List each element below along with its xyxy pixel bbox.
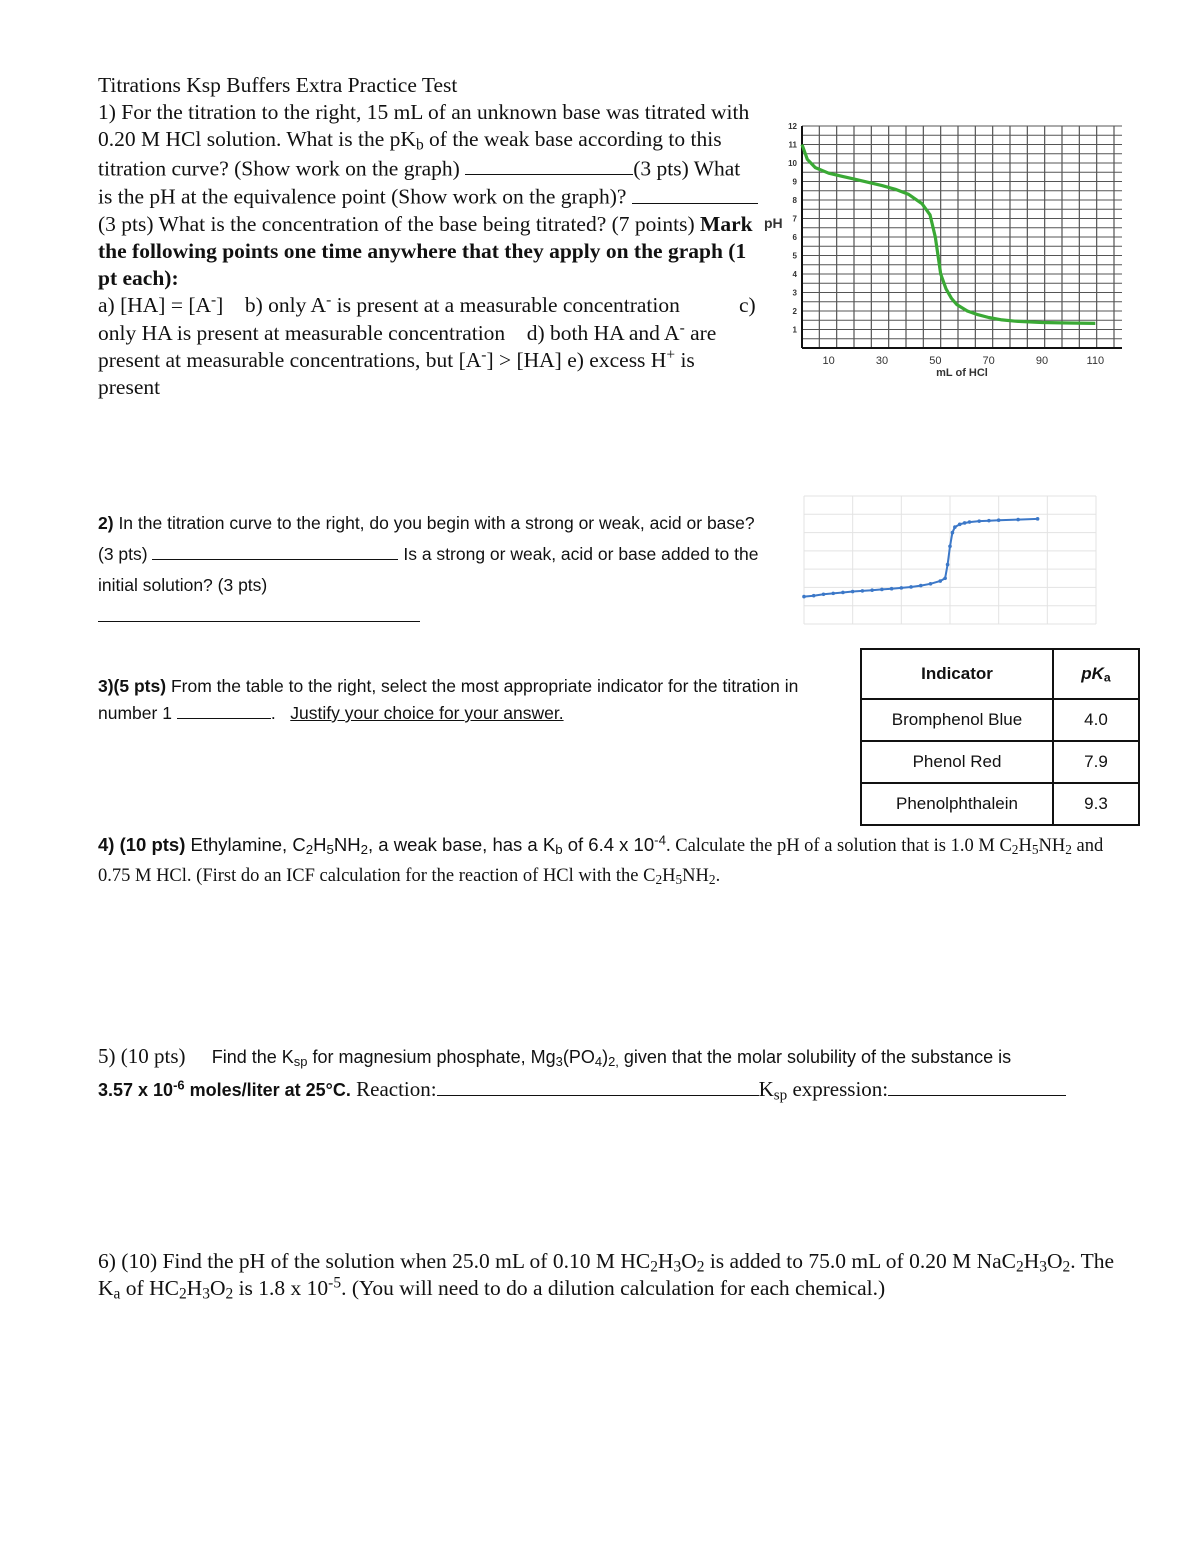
- q2-text-b: Is a strong or weak, acid or base added to the initial solution? (3 pts): [98, 544, 759, 595]
- data-point: [919, 584, 923, 588]
- q3-text-b: Justify your choice for your answer.: [290, 703, 564, 723]
- x-axis-label: mL of HCl: [936, 367, 988, 379]
- data-point: [938, 579, 942, 583]
- q1-answer-blank-1[interactable]: [465, 154, 633, 175]
- y-tick-label: 2: [792, 307, 797, 316]
- q1-bold-instruction: Mark the following points one time anywhere that they apply on the graph (1 pt each):: [98, 211, 753, 291]
- data-point: [851, 590, 855, 594]
- data-point: [977, 519, 981, 523]
- y-tick-label: 1: [792, 325, 797, 335]
- y-tick-label: 8: [792, 196, 797, 205]
- data-point: [1036, 517, 1040, 521]
- x-tick-label: 10: [822, 355, 835, 367]
- indicator-name: Phenolphthalein: [861, 783, 1053, 825]
- indicator-name: Phenol Red: [861, 741, 1053, 783]
- q5-label: 5) (10 pts): [98, 1044, 186, 1068]
- header-indicator: Indicator: [861, 649, 1053, 699]
- data-point: [963, 521, 967, 525]
- titration-chart-1: [760, 118, 1130, 388]
- data-point: [861, 589, 865, 593]
- q2-label: 2): [98, 513, 114, 533]
- y-tick-label: 9: [792, 177, 797, 187]
- q1-text-b: of the weak base according to this titration curve? (Show work on the graph): [98, 127, 722, 181]
- data-point: [802, 595, 806, 599]
- q5-reaction-label: Reaction:: [356, 1077, 437, 1101]
- indicator-pka: 4.0: [1053, 699, 1139, 741]
- q1-text-d: (3 pts) What is the concentration of the base being titrated? (7 points): [98, 211, 695, 236]
- data-point: [870, 588, 874, 592]
- q1-text-a: 1) For the titration to the right, 15 mL of an unknown base was titrated with 0.20 M HCl solution. What is the pK: [98, 100, 750, 152]
- q5-ksp-label: $K_{sp}$ expression:: [758, 1077, 889, 1104]
- q5-ksp-blank[interactable]: [888, 1075, 1066, 1096]
- q3-text-a: From the table to the right, select the most appropriate indicator for the titration in number 1: [98, 676, 799, 723]
- data-point: [1016, 518, 1020, 522]
- q1-option-c: c) only HA is present at measurable concentration: [98, 293, 756, 345]
- indicator-pka: 7.9: [1053, 741, 1139, 783]
- y-tick-label: 11: [788, 140, 797, 150]
- question-5: [98, 1040, 1138, 1106]
- q1-option-d: d) both HA and A- are present at measurable concentrations, but [A-] > [HA]: [98, 318, 717, 372]
- question-3: 3)(5 pts) From the table to the right, select the most appropriate indicator for the titration in number 1 . Justify your choice for your answer.: [98, 676, 799, 723]
- question-1: Titrations Ksp Buffers Extra Practice Test 1) For the titration to the right, 15 mL of an unknown base was titrated with 0.20 M HCl solution. What is the $pK_b$ of the weak base according to this titration curve? (Show work on the graph) (3 pts) What is the pH at the equivalence point (Show work on the graph)? (3 pts) What is the concentration of the base being titrated? (7 points) Mark the following points one time anywhere that they apply on the graph (1 pt each): a) [HA] = [A-] b) only A- is present at a measurable concentration c) only HA is present at measurable concentration d) both HA and A- are present at measurable concentrations, but [A-] > [HA] e) excess H+ is present: [98, 72, 758, 401]
- q1-option-a: a) [HA] = [A-]: [98, 291, 224, 318]
- x-tick-label: 90: [1035, 355, 1049, 367]
- data-point: [880, 588, 884, 592]
- data-point: [812, 594, 816, 598]
- x-tick-label: 70: [982, 355, 995, 367]
- q5-reaction-blank[interactable]: [437, 1075, 759, 1096]
- y-tick-label: 12: [788, 122, 797, 131]
- q6-text: 6) (10) Find the pH of the solution when 25.0 mL of 0.10 M $HC_2H_3O_2$ is added to 75.0 mL of 0.20 M $NaC_2H_3O_2$. The $K_a$ of $HC_2H_3O_2$ is 1.8 x $10^{-5}$. (You will need to do a dilution calculation for each chemical.): [98, 1249, 1115, 1303]
- q5-solubility: 3.57 x $10^{-6}$ moles/liter at 25°C.: [98, 1077, 351, 1100]
- data-point: [951, 531, 955, 535]
- table-row: [861, 741, 1139, 783]
- data-point: [822, 592, 826, 596]
- data-point: [948, 544, 952, 548]
- q1-option-b: b) only A- is present at a measurable concentration: [244, 291, 680, 318]
- q1-text-c: (3 pts) What is the pH at the equivalence point (Show work on the graph)?: [98, 156, 741, 209]
- table-row: [861, 783, 1139, 825]
- data-point: [890, 587, 894, 591]
- q2-answer-blank-1[interactable]: [152, 542, 398, 560]
- question-4: 4) (10 pts) Ethylamine, $C_2H_5NH_2$, a weak base, has a $K_b$ of 6.4 x $10^{-4}$. Calculate the pH of a solution that is 1.0 M $C_2H_5NH_2$ and 0.75 M HCl. (First do an ICF calculation for the reaction of HCl with the $C_2H_5NH_2$.: [98, 832, 1104, 887]
- titration-chart-2: [780, 488, 1110, 638]
- y-tick-label: 5: [792, 251, 797, 261]
- q1-option-e: e) excess H+ is present: [98, 346, 695, 400]
- x-tick-label: 50: [929, 355, 942, 367]
- y-tick-label: 6: [792, 233, 797, 242]
- y-tick-label: 3: [792, 288, 797, 298]
- table-header-row: [861, 649, 1139, 699]
- data-point: [987, 519, 991, 523]
- data-point: [909, 585, 913, 589]
- data-point: [958, 523, 962, 527]
- q4-text: . Calculate the pH of a solution that is 1.0 M C: [665, 836, 1012, 856]
- data-point: [841, 591, 845, 595]
- y-axis-label: pH: [764, 214, 783, 231]
- page-title: Titrations Ksp Buffers Extra Practice Test: [98, 73, 458, 97]
- y-tick-label: 4: [792, 270, 797, 279]
- y-tick-label: 10: [788, 159, 797, 168]
- question-2: [98, 508, 768, 632]
- q3-answer-blank[interactable]: [177, 701, 271, 719]
- question-6: [98, 1248, 1138, 1302]
- q4-label: 4) (10 pts): [98, 834, 186, 855]
- table-row: [861, 699, 1139, 741]
- indicator-name: Bromphenol Blue: [861, 699, 1053, 741]
- indicator-pka: 9.3: [1053, 783, 1139, 825]
- q5-text: Find the $K_{sp}$ for magnesium phosphate, $Mg_3(PO_4)_{2,}$ given that the molar solubility of the substance is: [211, 1047, 1012, 1069]
- titration-curve-line: [802, 145, 1095, 324]
- x-tick-label: 30: [875, 355, 889, 367]
- data-point: [929, 582, 933, 586]
- x-tick-label: 110: [1086, 355, 1105, 367]
- data-point: [900, 586, 904, 590]
- data-point: [943, 576, 947, 580]
- data-point: [997, 518, 1001, 522]
- header-pka: $pK_a$: [1053, 649, 1139, 699]
- data-point: [953, 525, 957, 529]
- q1-answer-blank-2[interactable]: [632, 182, 758, 203]
- data-point: [831, 592, 835, 596]
- data-point: [968, 520, 972, 524]
- q2-answer-blank-2[interactable]: [98, 604, 420, 622]
- indicator-table: [860, 648, 1140, 826]
- y-tick-label: 7: [792, 214, 797, 224]
- data-point: [946, 563, 950, 567]
- q2-text-a: In the titration curve to the right, do you begin with a strong or weak, acid or base? (3 pts): [98, 513, 755, 564]
- q3-label: 3)(5 pts): [98, 676, 167, 696]
